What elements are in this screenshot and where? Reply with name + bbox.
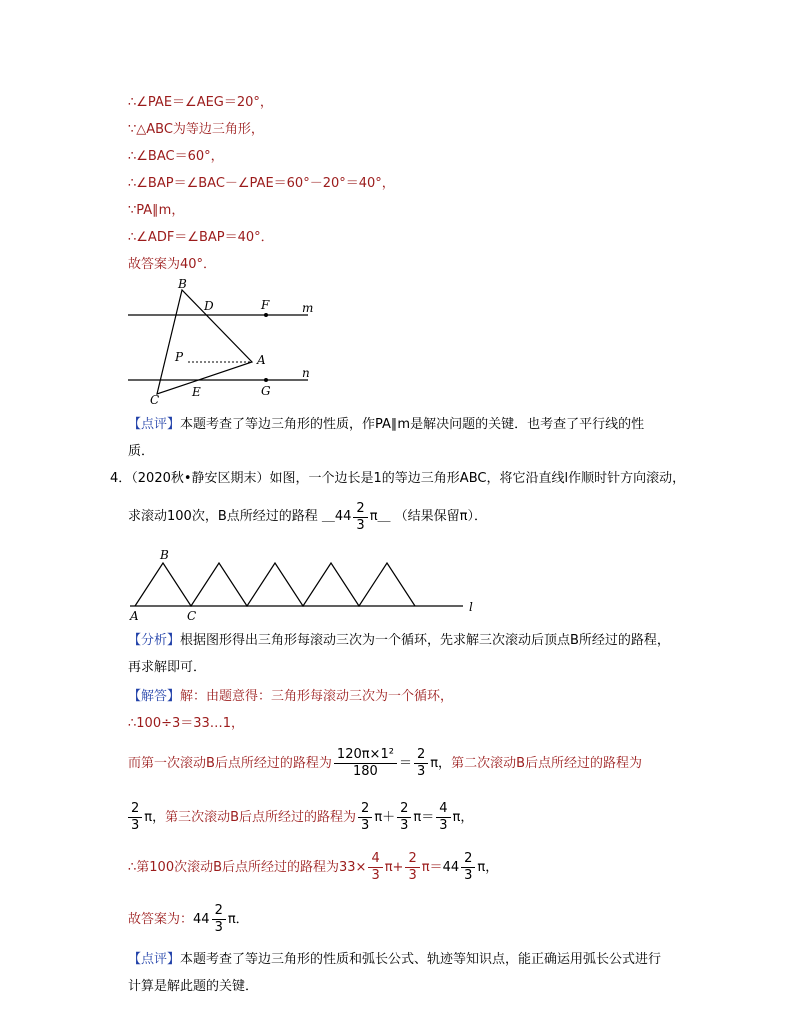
label-c2: C [187,609,197,623]
figure-rolling-triangles [125,545,485,623]
label-g: G [261,384,271,398]
comment-1-line-b: 质． [128,444,155,459]
analysis-line-a: 【分析】根据图形得出三角形每滚动三次为一个循环，先求解三次滚动后顶点B所经过的路程， [128,633,670,648]
answer-blank: ＿44 $\frac{2}{3}$ π＿ [321,500,391,533]
solution-answer: 故答案为：44 $\frac{2}{3}$ π． [128,903,249,935]
proof-line-2: ∵△ABC为等边三角形， [128,122,264,137]
label-c: C [150,393,160,407]
comment-1-line-a [128,416,644,434]
solution-first-roll: 而第一次滚动B后点所经过的路程为 $\frac{\text{120π×1²}}{180}$ ＝ $\frac{2}{3}$ π，第二次滚动B后点所经过的路程为 [128,747,642,779]
label-n: n [302,366,310,380]
comment-2-tag: 【点评】 [128,952,181,967]
comment-text: 本题考查了等边三角形的性质，作PA∥m是解决问题的关键．也考查了平行线的性 [180,417,645,432]
solution-second-third-roll: $\frac{2}{3}$ π，第三次滚动B后点所经过的路程为 $\frac{2}{3}$ π＋ $\frac{2}{3}$ π＝ $\frac{4}{3}$ π， [128,800,473,836]
comment-2-line-b: 计算是解此题的关键． [128,979,259,994]
triangle-chain [135,563,415,606]
proof-line-4: ∴∠BAP＝∠BAC－∠PAE＝60°－20°＝40°， [128,176,395,191]
problem-text: （2020秋•静安区期末）如图，一个边长是1的等边三角形ABC，将它沿直线l作顺时针方向滚动， [131,471,686,486]
solution-intro: 【解答】解：由题意得：三角形每滚动三次为一个循环， [128,689,454,704]
proof-line-3: ∴∠BAC＝60°， [128,149,224,164]
solution-division: ∴100÷3＝33…1， [128,716,245,731]
solution-tag: 【解答】 [128,689,181,704]
analysis-line-b: 再求解即可． [128,660,207,675]
label-a: A [257,353,266,367]
problem-number: 4． [110,471,132,486]
label-m: m [302,301,314,315]
comment-tag: 【点评】 [128,417,181,432]
analysis-tag: 【分析】 [128,633,181,648]
label-b: B [178,277,187,291]
problem-4-line-2: 求滚动100次，B点所经过的路程 ＿44 $\frac{2}{3}$ π＿ （结果保留π）． [128,500,487,533]
label-p: P [175,350,184,364]
proof-line-5: ∵PA∥m， [128,203,185,218]
solution-total: ∴第100次滚动B后点所经过的路程为33× $\frac{4}{3}$ π+ $\frac{2}{3}$ π＝44 $\frac{2}{3}$ π， [128,851,499,883]
point-g [264,378,268,382]
proof-answer: 故答案为40°． [128,257,217,272]
label-b2: B [160,548,169,562]
label-l: l [469,600,473,614]
label-f: F [261,298,270,312]
label-a2: A [130,609,139,623]
point-f [264,313,268,317]
problem-4-line-1 [110,470,685,488]
label-d: D [204,299,214,313]
label-e: E [192,385,201,399]
proof-line-1: ∴∠PAE＝∠AEG＝20°， [128,95,273,110]
proof-line-6: ∴∠ADF＝∠BAP＝40°． [128,230,274,245]
comment-2-line-a: 【点评】本题考查了等边三角形的性质和弧长公式、轨迹等知识点，能正确运用弧长公式进行 [128,952,662,967]
figure-parallel-lines-triangle [120,272,330,407]
